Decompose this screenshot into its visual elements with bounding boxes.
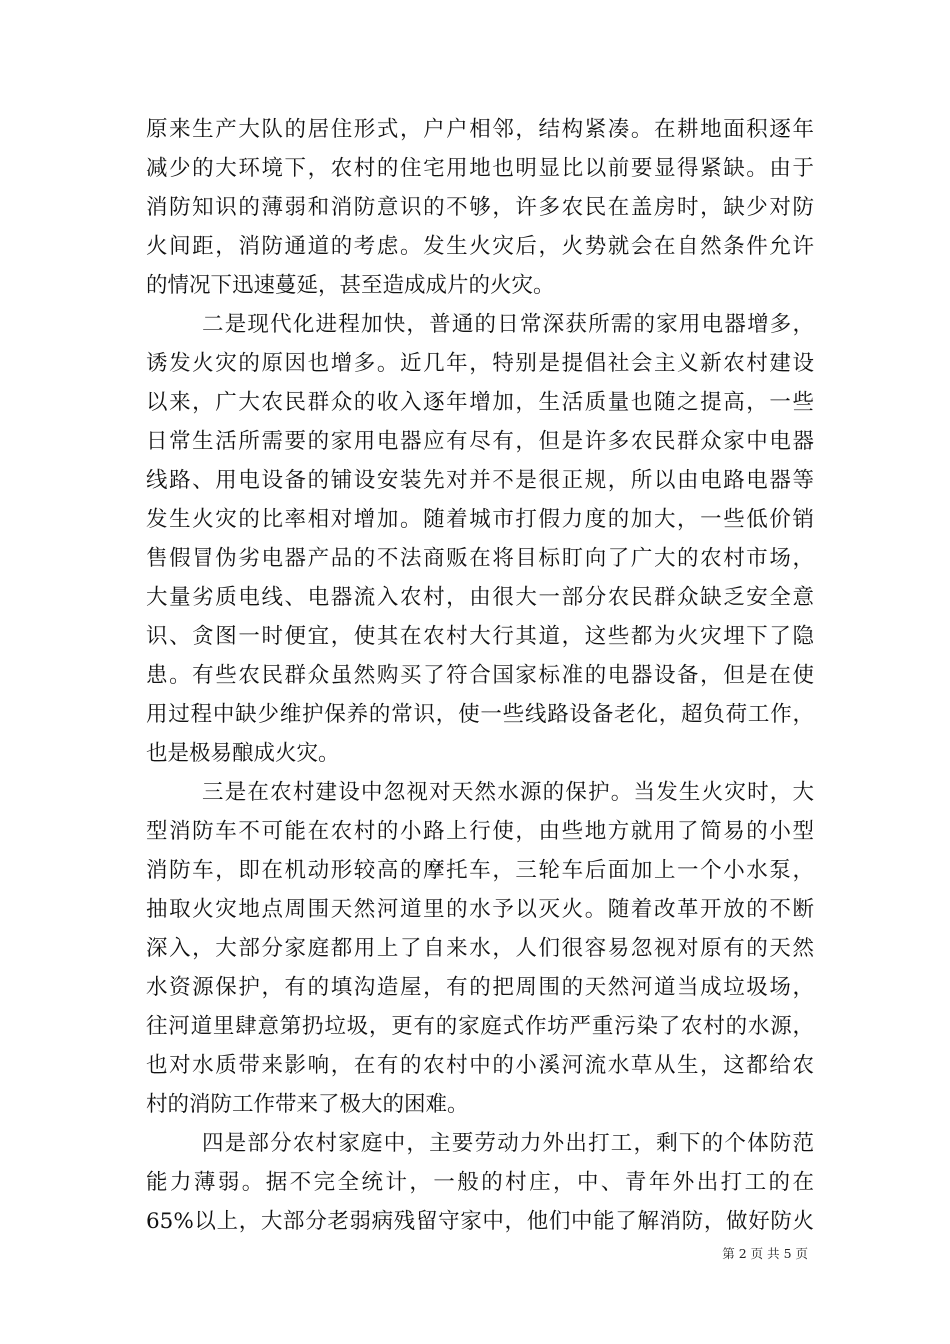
- text-line: 原来生产大队的居住形式，户户相邻，结构紧凑。在耕地面积逐年: [146, 117, 814, 142]
- text-line: 的情况下迅速蔓延，甚至造成成片的火灾。: [146, 273, 555, 298]
- text-line: 也是极易酿成火灾。: [146, 741, 340, 766]
- text-line: 诱发火灾的原因也增多。近几年，特别是提倡社会主义新农村建设: [146, 351, 814, 376]
- text-line: 也对水质带来影响，在有的农村中的小溪河流水草从生，这都给农: [146, 1053, 814, 1078]
- text-line: 售假冒伪劣电器产品的不法商贩在将目标盯向了广大的农村市场，: [146, 546, 814, 571]
- text-line: 火间距，消防通道的考虑。发生火灾后，火势就会在自然条件允许: [146, 234, 814, 259]
- text-line: 能力薄弱。据不完全统计，一般的村庄，中、青年外出打工的在: [146, 1170, 814, 1195]
- text-line: 识、贪图一时便宜，使其在农村大行其道，这些都为火灾埋下了隐: [146, 624, 814, 649]
- page-number-footer: 第 2 页 共 5 页: [722, 1246, 808, 1261]
- text-line: 消防车，即在机动形较高的摩托车，三轮车后面加上一个小水泵，: [146, 858, 814, 883]
- text-line: 用过程中缺少维护保养的常识，使一些线路设备老化，超负荷工作，: [146, 702, 814, 727]
- text-line: 村的消防工作带来了极大的困难。: [146, 1092, 469, 1117]
- paragraph-first-line: 二是现代化进程加快，普通的日常深获所需的家用电器增多，: [202, 312, 814, 337]
- text-line: 以来，广大农民群众的收入逐年增加，生活质量也随之提高，一些: [146, 390, 814, 415]
- text-line: 65%以上，大部分老弱病残留守家中，他们中能了解消防，做好防火: [146, 1209, 814, 1234]
- text-line: 水资源保护，有的填沟造屋，有的把周围的天然河道当成垃圾场，: [146, 975, 814, 1000]
- paragraph-first-line: 三是在农村建设中忽视对天然水源的保护。当发生火灾时，大: [202, 780, 814, 805]
- text-line: 消防知识的薄弱和消防意识的不够，许多农民在盖房时，缺少对防: [146, 195, 814, 220]
- document-body: [146, 110, 814, 1241]
- text-line: 抽取火灾地点周围天然河道里的水予以灭火。随着改革开放的不断: [146, 897, 814, 922]
- text-line: 大量劣质电线、电器流入农村，由很大一部分农民群众缺乏安全意: [146, 585, 814, 610]
- text-line: 发生火灾的比率相对增加。随着城市打假力度的加大，一些低价销: [146, 507, 814, 532]
- text-line: 患。有些农民群众虽然购买了符合国家标准的电器设备，但是在使: [146, 663, 814, 688]
- text-line: 深入，大部分家庭都用上了自来水，人们很容易忽视对原有的天然: [146, 936, 814, 961]
- text-line: 往河道里肆意第扔垃圾，更有的家庭式作坊严重污染了农村的水源，: [146, 1014, 814, 1039]
- text-line: 减少的大环境下，农村的住宅用地也明显比以前要显得紧缺。由于: [146, 156, 814, 181]
- paragraph-first-line: 四是部分农村家庭中，主要劳动力外出打工，剩下的个体防范: [202, 1131, 814, 1156]
- text-line: 型消防车不可能在农村的小路上行使，由些地方就用了简易的小型: [146, 819, 814, 844]
- text-line: 日常生活所需要的家用电器应有尽有，但是许多农民群众家中电器: [146, 429, 814, 454]
- text-line: 线路、用电设备的铺设安装先对并不是很正规，所以由电路电器等: [146, 468, 814, 493]
